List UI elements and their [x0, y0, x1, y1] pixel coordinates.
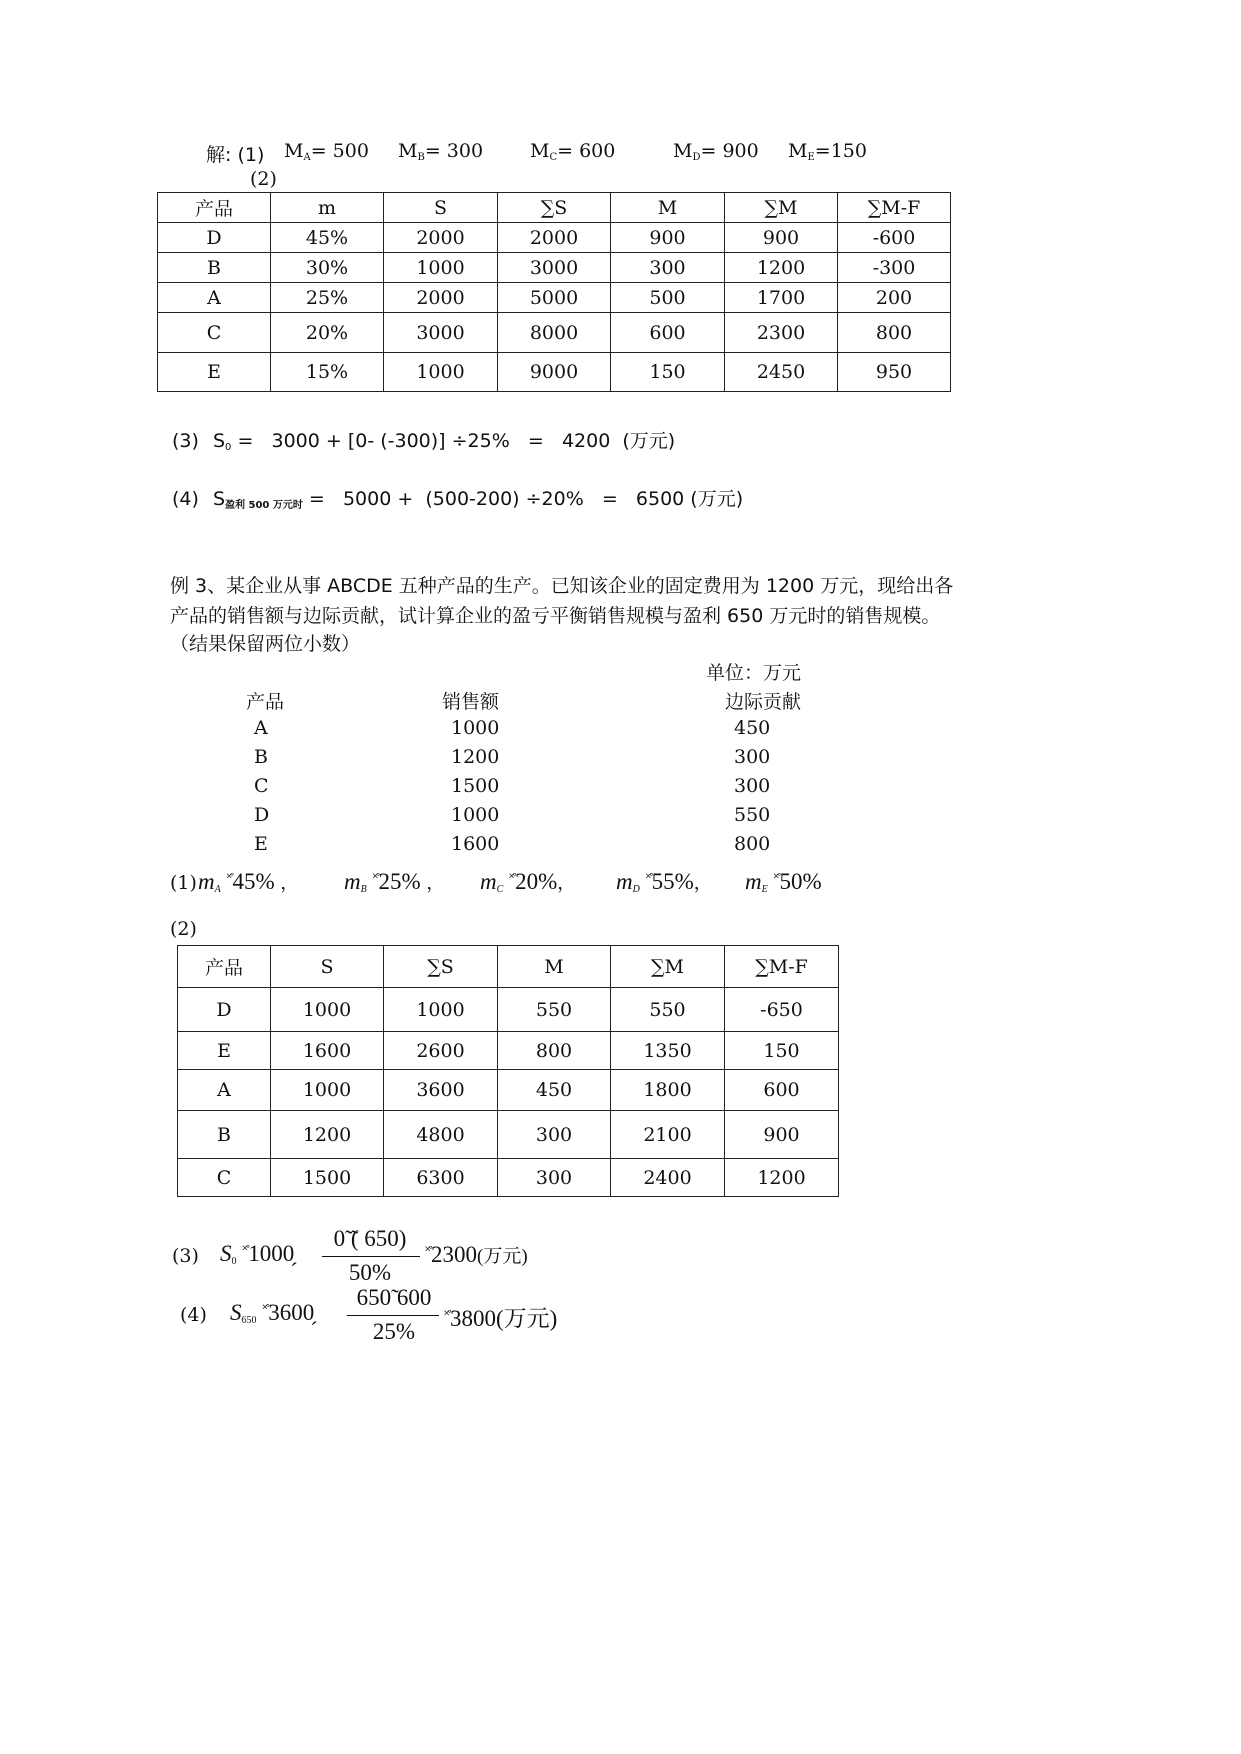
list-item: B — [254, 746, 268, 768]
mc-value: $M_C= 600$ — [530, 140, 616, 163]
list-item: 1600 — [451, 833, 500, 855]
step4-expression: = 5000 + (500-200) ÷20% = 6500 (万元) — [308, 488, 744, 510]
table-cell: 6300 — [384, 1159, 498, 1197]
table-cell: 2300 — [725, 313, 838, 353]
solution-line-1 — [206, 140, 264, 167]
step1-label: (1) — [237, 144, 265, 166]
table-cell: 150 — [611, 353, 725, 392]
table-cell: 150 — [725, 1032, 839, 1070]
table-cell: 2100 — [611, 1111, 725, 1159]
table-cell: C — [178, 1159, 271, 1197]
list-item: 1000 — [451, 804, 500, 826]
ratio-ma: $m_A$ ˟˚45% ， — [198, 869, 299, 895]
table-product-ranking — [157, 192, 951, 392]
ratios-label: (1) — [170, 872, 197, 894]
table-row — [178, 1111, 839, 1159]
table-row — [158, 313, 951, 353]
list-item: D — [254, 804, 270, 826]
table2-header: S — [271, 946, 384, 988]
table-row — [178, 1070, 839, 1111]
formula4-rhs: ˟˚3800(万元) — [444, 1306, 558, 1331]
table-cell: 1200 — [725, 253, 838, 283]
formula4-label: (4) — [180, 1304, 207, 1326]
table-row — [158, 283, 951, 313]
list-item: 300 — [734, 775, 771, 797]
table-cell: 800 — [498, 1032, 611, 1070]
step3-label: (3) — [172, 430, 199, 452]
md-value: $M_D= 900$ — [673, 140, 759, 163]
table-cell: 2000 — [498, 223, 611, 253]
example3-line3: （结果保留两位小数） — [170, 633, 361, 655]
table1-header: ∑S — [498, 193, 611, 223]
table-cell: 1000 — [384, 253, 498, 283]
table-row — [158, 353, 951, 392]
table-row — [178, 988, 839, 1032]
formula4-fraction-bar — [347, 1315, 439, 1316]
ratio-me: $m_E$ ˟˚50% — [745, 869, 822, 895]
list-item: 300 — [734, 746, 771, 768]
table-cell: 9000 — [498, 353, 611, 392]
formula3-fraction-bar — [322, 1256, 420, 1257]
table-cell: 450 — [498, 1070, 611, 1111]
ratio-mc: $m_C$ ˟˚20%， — [480, 869, 576, 895]
table-cell: 2600 — [384, 1032, 498, 1070]
step4-label: (4) — [172, 488, 199, 510]
table-cell: 1500 — [271, 1159, 384, 1197]
formula3-rhs: ˟˚2300(万元) — [425, 1242, 528, 1267]
step3-line: (3) $S_0 = 3000 + [0-$ (-300)] ÷25% = 4200 (万元) — [172, 430, 676, 453]
example3-line1: 例 3、某企业从事 ABCDE 五种产品的生产。已知该企业的固定费用为 1200 万元，现给出各 — [170, 575, 954, 597]
table-cell: 20% — [271, 313, 384, 353]
table2-header: 产品 — [178, 946, 271, 988]
list-item: 450 — [734, 717, 771, 739]
table-cell: 1200 — [725, 1159, 839, 1197]
table-cell: 300 — [498, 1111, 611, 1159]
list-item: 550 — [734, 804, 771, 826]
table-cell: 2000 — [384, 223, 498, 253]
unit-label: 单位：万元 — [706, 662, 802, 684]
table1-header: M — [611, 193, 725, 223]
table-cell: 15% — [271, 353, 384, 392]
table-cell: 1000 — [384, 353, 498, 392]
table-cell: D — [158, 223, 271, 253]
table1-header-row — [158, 193, 951, 223]
list-item: 1000 — [451, 717, 500, 739]
ratio-md: $m_D$ ˟˚55%， — [616, 869, 712, 895]
list-item: A — [254, 717, 268, 739]
table-cell: -650 — [725, 988, 839, 1032]
formula3-denominator: 50% — [348, 1260, 392, 1285]
table-cell: 3000 — [498, 253, 611, 283]
table-cell: 1700 — [725, 283, 838, 313]
table2-header: M — [498, 946, 611, 988]
table-cell: 3600 — [384, 1070, 498, 1111]
table-cell: 1800 — [611, 1070, 725, 1111]
formula3-numerator: 0̃ ̃( 650) — [333, 1226, 407, 1251]
table-cell: 550 — [498, 988, 611, 1032]
table-cell: B — [158, 253, 271, 283]
table2-header: ∑S — [384, 946, 498, 988]
table-row — [178, 1032, 839, 1070]
formula4-denominator: 25% — [372, 1319, 416, 1344]
table-cell: 900 — [611, 223, 725, 253]
table-cell: 5000 — [498, 283, 611, 313]
table-cell: B — [178, 1111, 271, 1159]
table-cell: 200 — [838, 283, 951, 313]
table-cell: 8000 — [498, 313, 611, 353]
table-cell: 1000 — [271, 988, 384, 1032]
table-cell: 1200 — [271, 1111, 384, 1159]
me-value: $M_E=150$ — [788, 140, 867, 163]
example3-header-margin: 边际贡献 — [725, 691, 802, 713]
table-cell: 4800 — [384, 1111, 498, 1159]
table-cell: D — [178, 988, 271, 1032]
formula4-lhs: $S_{650}$ ˟˚3600̗ — [230, 1300, 315, 1326]
table-cell: E — [158, 353, 271, 392]
ma-value: $M_A= 500$ — [284, 140, 369, 163]
table-cell: 500 — [611, 283, 725, 313]
ratios-line — [170, 872, 197, 894]
example3-header-sales: 销售额 — [442, 691, 500, 713]
table-cell: 2400 — [611, 1159, 725, 1197]
table-cell: 600 — [611, 313, 725, 353]
table-cell: 3000 — [384, 313, 498, 353]
table-cell: 600 — [725, 1070, 839, 1111]
table-cell: E — [178, 1032, 271, 1070]
list-item: C — [254, 775, 269, 797]
list-item: 800 — [734, 833, 771, 855]
list-item: 1500 — [451, 775, 500, 797]
table1-header: S — [384, 193, 498, 223]
table-cell: 1600 — [271, 1032, 384, 1070]
table2-header-row — [178, 946, 839, 988]
table-cell: 800 — [838, 313, 951, 353]
list-item: E — [254, 833, 268, 855]
step3-expression: = 3000 + [0- (-300)] ÷25% = 4200 (万元) — [237, 430, 676, 452]
table-cell: 1000 — [384, 988, 498, 1032]
table-cell: 2450 — [725, 353, 838, 392]
table-cell: 1000 — [271, 1070, 384, 1111]
table-cell: 950 — [838, 353, 951, 392]
example3-line2: 产品的销售额与边际贡献，试计算企业的盈亏平衡销售规模与盈利 650 万元时的销售规模。 — [170, 605, 941, 627]
formula4-numerator: 650̃ 600 — [356, 1285, 432, 1310]
table-row — [158, 253, 951, 283]
example3-header-product: 产品 — [246, 691, 285, 713]
table-cell: 300 — [498, 1159, 611, 1197]
table-cell: -300 — [838, 253, 951, 283]
table-cell: C — [158, 313, 271, 353]
table2-header: ∑M — [611, 946, 725, 988]
table-row — [178, 1159, 839, 1197]
table-cell: 550 — [611, 988, 725, 1032]
table-cell: 25% — [271, 283, 384, 313]
table1-header: ∑M-F — [838, 193, 951, 223]
step4-line: (4) $S_{盈利 500 万元时} = 5000 + (500-200) \div 20\% = 6500$ (万元) — [172, 488, 744, 511]
table-cell: 300 — [611, 253, 725, 283]
table-cell: 900 — [725, 1111, 839, 1159]
solution-prefix: 解: — [206, 144, 232, 166]
table-cell: 2000 — [384, 283, 498, 313]
table-cumulative — [177, 945, 839, 1197]
table1-header: m — [271, 193, 384, 223]
table-cell: 1350 — [611, 1032, 725, 1070]
step2-label: (2) — [250, 168, 277, 190]
table-cell: A — [158, 283, 271, 313]
list-item: 1200 — [451, 746, 500, 768]
table-row — [158, 223, 951, 253]
formula3-lhs: $S_0$ ˟˚1000̗ — [220, 1241, 295, 1267]
table-cell: 30% — [271, 253, 384, 283]
table-cell: -600 — [838, 223, 951, 253]
formula3-label: (3) — [172, 1245, 199, 1267]
mb-value: $M_B= 300$ — [398, 140, 484, 163]
table1-header: 产品 — [158, 193, 271, 223]
table2-header: ∑M-F — [725, 946, 839, 988]
table-cell: A — [178, 1070, 271, 1111]
ratio-mb: $m_B$ ˟˚25% ， — [344, 869, 445, 895]
table1-header: ∑M — [725, 193, 838, 223]
table-cell: 900 — [725, 223, 838, 253]
step2b-label: (2) — [170, 918, 197, 940]
table-cell: 45% — [271, 223, 384, 253]
